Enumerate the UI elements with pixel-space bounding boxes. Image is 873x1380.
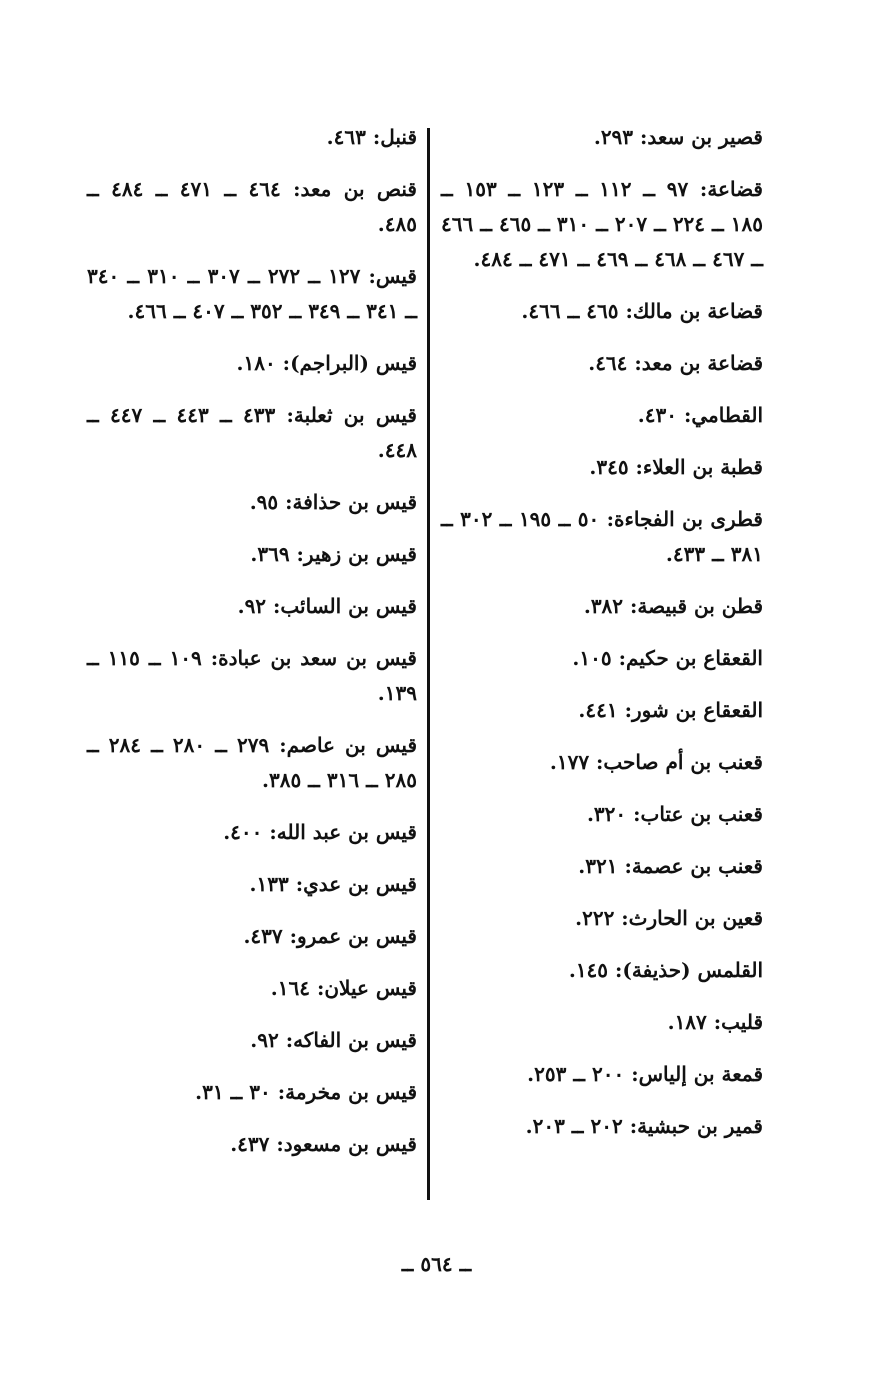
index-entry: القطامي: ٤٣٠. — [637, 403, 763, 427]
index-entry: قطرى بن الفجاءة: ٥٠ ــ ١٩٥ ــ ٣٠٢ ــ ٣٨١ ــ ٤٣٣. — [441, 507, 763, 566]
column-divider — [427, 128, 430, 1200]
page-number: ــ ٥٦٤ ــ — [401, 1252, 472, 1276]
index-entry: قضاعة بن معد: ٤٦٤. — [588, 351, 763, 375]
index-entry: القعقاع بن حكيم: ١٠٥. — [572, 646, 763, 670]
index-entry: قنص بن معد: ٤٦٤ ــ ٤٧١ ــ ٤٨٤ ــ ٤٨٥. — [87, 177, 417, 236]
index-column-left — [87, 120, 417, 1179]
index-entry: قضاعة: ٩٧ ــ ١١٢ ــ ١٢٣ ــ ١٥٣ ــ ١٨٥ ــ ٢٢٤ ــ ٢٠٧ ــ ٣١٠ ــ ٤٦٥ ــ ٤٦٦ ــ ٤٦٧ ــ ٤٦٨ ــ ٤٦٩ ــ ٤٧١ ــ ٤٨٤. — [441, 177, 763, 271]
index-entry: قيس بن عمرو: ٤٣٧. — [243, 924, 417, 948]
index-entry: قطن بن قبيصة: ٣٨٢. — [583, 594, 763, 618]
index-entry: قنبل: ٤٦٣. — [326, 125, 417, 149]
index-entry: قيس بن عاصم: ٢٧٩ ــ ٢٨٠ ــ ٢٨٤ ــ ٢٨٥ ــ ٣١٦ ــ ٣٨٥. — [87, 733, 417, 792]
index-entry: قطبة بن العلاء: ٣٤٥. — [589, 455, 763, 479]
index-entry: قصير بن سعد: ٢٩٣. — [593, 125, 763, 149]
index-entry: قعنب بن عتاب: ٣٢٠. — [586, 802, 763, 826]
index-entry: قيس بن ثعلبة: ٤٣٣ ــ ٤٤٣ ــ ٤٤٧ ــ ٤٤٨. — [87, 403, 417, 462]
index-entry: قيس بن سعد بن عبادة: ١٠٩ ــ ١١٥ ــ ١٣٩. — [87, 646, 417, 705]
index-entry: قمعة بن إلياس: ٢٠٠ ــ ٢٥٣. — [527, 1062, 763, 1086]
index-entry: قيس بن السائب: ٩٢. — [237, 594, 417, 618]
index-entry: قيس بن مخرمة: ٣٠ ــ ٣١. — [195, 1080, 417, 1104]
index-entry: قيس بن عدي: ١٣٣. — [249, 872, 417, 896]
index-column-right — [441, 120, 763, 1161]
index-entry: قليب: ١٨٧. — [667, 1010, 763, 1034]
index-entry: القلمس (حذيفة): ١٤٥. — [568, 958, 763, 982]
index-entry: قضاعة بن مالك: ٤٦٥ ــ ٤٦٦. — [521, 299, 763, 323]
index-entry: قعنب بن عصمة: ٣٢١. — [578, 854, 763, 878]
index-entry: قيس بن مسعود: ٤٣٧. — [230, 1132, 417, 1156]
index-entry: قيس عيلان: ١٦٤. — [270, 976, 417, 1000]
index-entry: قمير بن حبشية: ٢٠٢ ــ ٢٠٣. — [525, 1114, 763, 1138]
index-entry: قيس بن الفاكه: ٩٢. — [250, 1028, 417, 1052]
index-entry: القعقاع بن شور: ٤٤١. — [578, 698, 763, 722]
index-entry: قيس بن زهير: ٣٦٩. — [250, 542, 417, 566]
index-entry: قعنب بن أم صاحب: ١٧٧. — [549, 750, 763, 774]
index-entry: قعين بن الحارث: ٢٢٢. — [575, 906, 763, 930]
index-entry: قيس (البراجم): ١٨٠. — [236, 351, 417, 375]
index-entry: قيس بن عبد الله: ٤٠٠. — [223, 820, 417, 844]
index-entry: قيس بن حذافة: ٩٥. — [249, 490, 417, 514]
index-entry: قيس: ١٢٧ ــ ٢٧٢ ــ ٣٠٧ ــ ٣١٠ ــ ٣٤٠ ــ ٣٤١ ــ ٣٤٩ ــ ٣٥٢ ــ ٤٠٧ ــ ٤٦٦. — [87, 264, 417, 323]
